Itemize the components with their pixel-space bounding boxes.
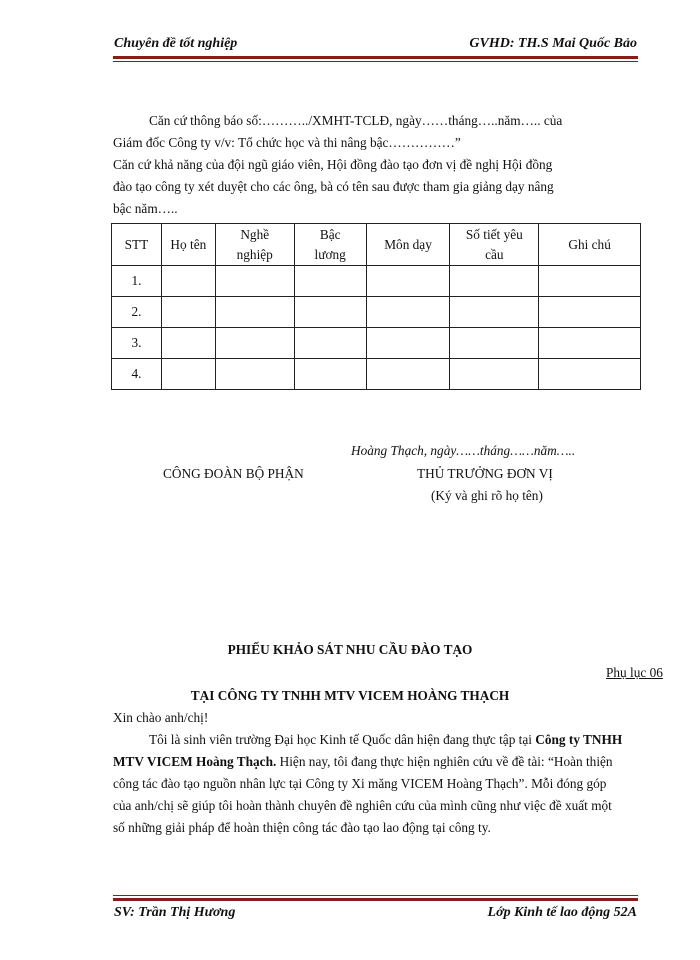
cell-empty bbox=[294, 359, 366, 390]
table-header-row bbox=[112, 224, 641, 266]
col-header-nghe-nghiep: Nghề nghiệp bbox=[215, 224, 294, 266]
cell-empty bbox=[294, 328, 366, 359]
intro-line: bậc năm….. bbox=[113, 201, 178, 216]
cell-empty bbox=[366, 297, 450, 328]
cell-empty bbox=[539, 359, 641, 390]
company-name-bold: MTV VICEM Hoàng Thạch. bbox=[113, 754, 277, 769]
survey-line: của anh/chị sẽ giúp tôi hoàn thành chuyên đề nghiên cứu của mình cũng như việc đề xuất một bbox=[113, 798, 612, 813]
table-row bbox=[112, 328, 641, 359]
header-right: GVHD: TH.S Mai Quốc Bảo bbox=[469, 36, 637, 51]
survey-greeting: Xin chào anh/chị! bbox=[113, 710, 209, 725]
col-header-ghi-chu: Ghi chú bbox=[539, 224, 641, 266]
signature-right-title: THỦ TRƯỞNG ĐƠN VỊ bbox=[417, 466, 553, 481]
header-left: Chuyên đề tốt nghiệp bbox=[114, 36, 238, 51]
intro-line: Căn cứ khả năng của đội ngũ giáo viên, Hội đồng đào tạo đơn vị đề nghị Hội đồng bbox=[113, 157, 553, 172]
cell-empty bbox=[215, 359, 294, 390]
cell-empty bbox=[215, 266, 294, 297]
appendix-label: Phụ lục 06 bbox=[606, 665, 663, 680]
header-rule-thin bbox=[113, 61, 638, 62]
cell-empty bbox=[366, 328, 450, 359]
cell-empty bbox=[366, 359, 450, 390]
cell-empty bbox=[215, 328, 294, 359]
signature-left-title: CÔNG ĐOÀN BỘ PHẬN bbox=[163, 466, 304, 481]
table-row bbox=[112, 359, 641, 390]
col-header-so-tiet: Số tiết yêu cầu bbox=[450, 224, 539, 266]
row-number: 2. bbox=[112, 297, 162, 328]
cell-empty bbox=[450, 266, 539, 297]
cell-empty bbox=[294, 266, 366, 297]
survey-subtitle: TẠI CÔNG TY TNHH MTV VICEM HOÀNG THẠCH bbox=[190, 688, 510, 703]
cell-empty bbox=[294, 297, 366, 328]
survey-line: số những giải pháp để hoàn thiện công tác đào tạo lao động tại công ty. bbox=[113, 820, 491, 835]
col-header-bac-luong: Bậc lương bbox=[294, 224, 366, 266]
company-name-bold: Công ty TNHH bbox=[535, 732, 623, 747]
survey-body bbox=[113, 729, 638, 839]
intro-line: Căn cứ thông báo số:………../XMHT-TCLĐ, ngày……tháng…..năm….. của bbox=[149, 113, 563, 128]
header-rule-thick bbox=[113, 56, 638, 59]
col-header-stt: STT bbox=[112, 224, 162, 266]
row-number: 4. bbox=[112, 359, 162, 390]
footer-rule-thick bbox=[113, 898, 638, 901]
footer-right: Lớp Kinh tế lao động 52A bbox=[487, 905, 637, 920]
survey-line: Tôi là sinh viên trường Đại học Kinh tế Quốc dân hiện đang thực tập tại Công ty TNHH bbox=[149, 732, 623, 747]
intro-line: Giám đốc Công ty v/v: Tổ chức học và thi nâng bậc……………” bbox=[113, 135, 461, 150]
teacher-table bbox=[111, 223, 641, 390]
cell-empty bbox=[161, 297, 215, 328]
footer-left: SV: Trần Thị Hương bbox=[114, 905, 236, 920]
row-number: 1. bbox=[112, 266, 162, 297]
cell-empty bbox=[215, 297, 294, 328]
col-header-ho-ten: Họ tên bbox=[161, 224, 215, 266]
cell-empty bbox=[161, 359, 215, 390]
page-footer bbox=[114, 905, 637, 921]
cell-empty bbox=[539, 328, 641, 359]
cell-empty bbox=[539, 266, 641, 297]
col-header-mon-day: Môn dạy bbox=[366, 224, 450, 266]
signature-right-note: (Ký và ghi rõ họ tên) bbox=[431, 488, 543, 503]
cell-empty bbox=[450, 359, 539, 390]
page-header bbox=[114, 36, 637, 52]
table-row bbox=[112, 266, 641, 297]
row-number: 3. bbox=[112, 328, 162, 359]
survey-line: MTV VICEM Hoàng Thạch. Hiện nay, tôi đang thực hiện nghiên cứu về đề tài: “Hoàn thiện bbox=[113, 754, 613, 769]
cell-empty bbox=[539, 297, 641, 328]
intro-line: đào tạo công ty xét duyệt cho các ông, bà có tên sau được tham gia giảng dạy nâng bbox=[113, 179, 554, 194]
cell-empty bbox=[450, 297, 539, 328]
footer-rule-thin bbox=[113, 895, 638, 896]
cell-empty bbox=[161, 266, 215, 297]
cell-empty bbox=[450, 328, 539, 359]
signature-date-line: Hoàng Thạch, ngày……tháng……năm….. bbox=[351, 443, 576, 458]
survey-line: công tác đào tạo nguồn nhân lực tại Công ty Xi măng VICEM Hoàng Thạch”. Mỗi đóng góp bbox=[113, 776, 607, 791]
cell-empty bbox=[366, 266, 450, 297]
intro-paragraph bbox=[113, 110, 633, 220]
cell-empty bbox=[161, 328, 215, 359]
table-row bbox=[112, 297, 641, 328]
survey-title: PHIẾU KHẢO SÁT NHU CẦU ĐÀO TẠO bbox=[227, 642, 473, 657]
